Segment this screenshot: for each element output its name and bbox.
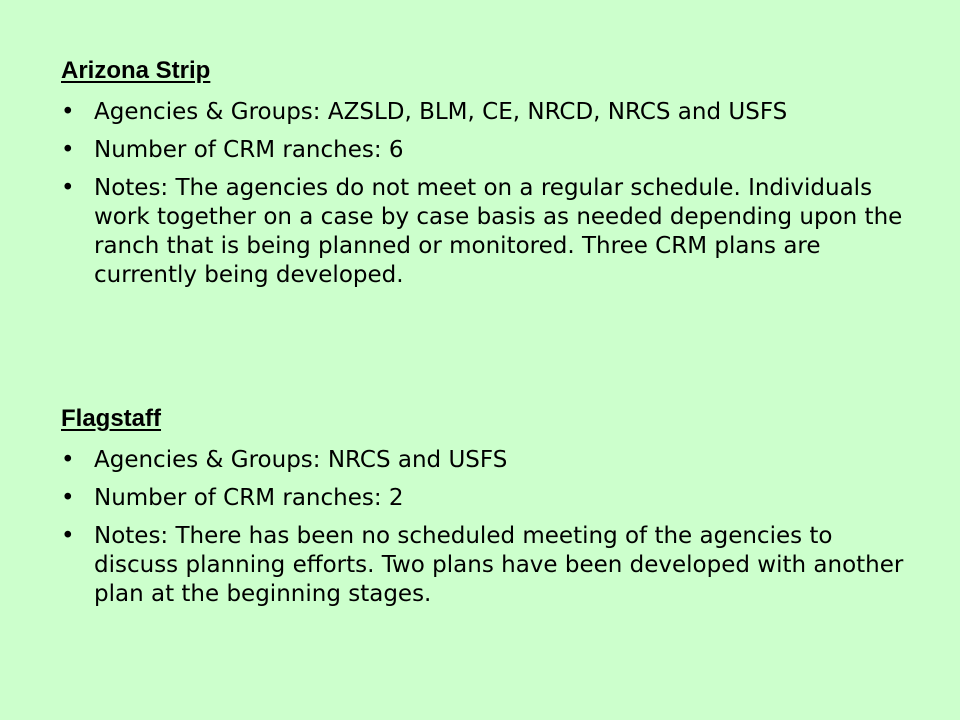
bullet-list-arizona-strip	[61, 98, 911, 290]
bullet-text-notes: Notes: The agencies do not meet on a regular schedule. Individuals work together on a case by case basis as needed depending upon the ranch that is being planned or monitored. Three CRM plans are currently being developed.	[94, 175, 903, 288]
bullet-item	[61, 446, 911, 475]
bullet-item	[61, 484, 911, 513]
bullet-text-notes: Notes: There has been no scheduled meeting of the agencies to discuss planning efforts. Two plans have been developed with another plan at the beginning stages.	[94, 523, 904, 607]
bullet-icon: •	[61, 175, 75, 201]
bullet-text-ranches: Number of CRM ranches: 6	[94, 137, 404, 163]
bullet-list-flagstaff	[61, 446, 911, 609]
bullet-item	[61, 136, 911, 165]
bullet-text-agencies: Agencies & Groups: AZSLD, BLM, CE, NRCD, NRCS and USFS	[94, 99, 788, 125]
bullet-icon: •	[61, 523, 75, 549]
bullet-item	[61, 98, 911, 127]
bullet-icon: •	[61, 137, 75, 163]
bullet-icon: •	[61, 485, 75, 511]
bullet-text-ranches: Number of CRM ranches: 2	[94, 485, 404, 511]
bullet-icon: •	[61, 447, 75, 473]
bullet-icon: •	[61, 99, 75, 125]
section-heading-arizona-strip: Arizona Strip	[61, 57, 211, 84]
bullet-text-agencies: Agencies & Groups: NRCS and USFS	[94, 447, 508, 473]
section-heading-flagstaff: Flagstaff	[61, 405, 162, 432]
bullet-item	[61, 174, 911, 290]
bullet-item	[61, 522, 911, 609]
